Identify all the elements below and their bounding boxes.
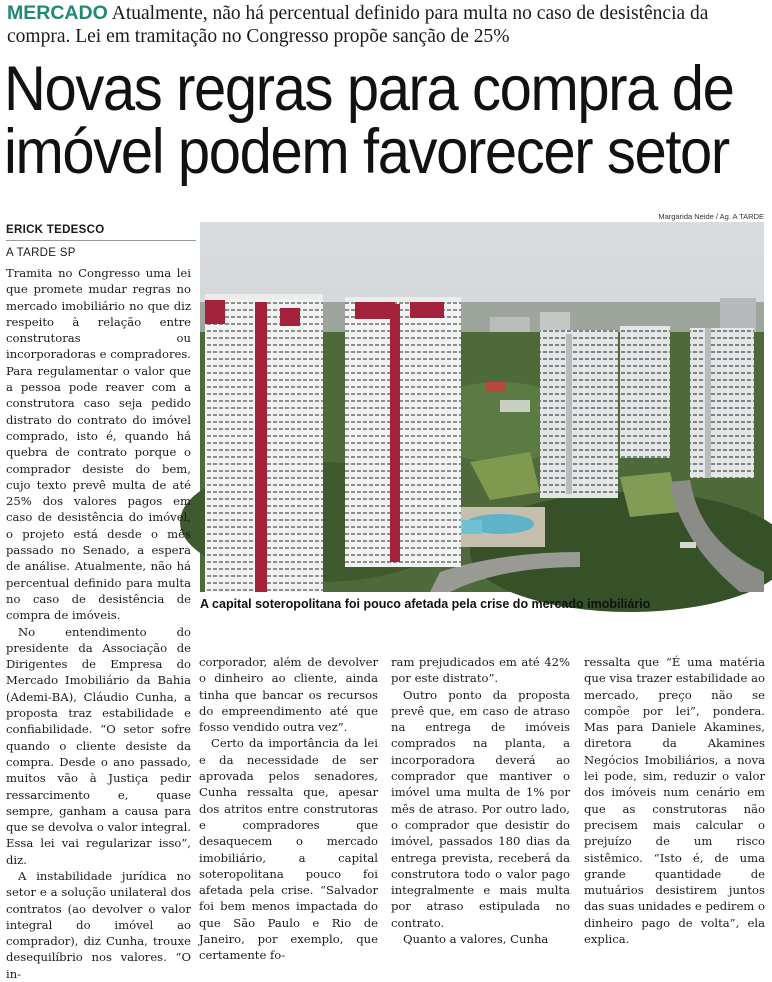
paragraph: Quanto a valores, Cunha xyxy=(403,932,549,947)
byline xyxy=(6,224,196,259)
article-column-3 xyxy=(391,654,570,947)
paragraph: No entendimento do presidente da Associação de Dirigentes de Empresa do Mercado Imobiliário da Bahia (Ademi-BA), Cláudio Cunha, a proposta traz estabilidade e confiabilidade. “O setor sofre quando o cliente desiste da compra. Desde o ano passado, muitos vão à Justiça pedir ressarcimento e, quase sempre, ganham a causa para que se devolva o valor integral. Essa lei vai regularizar isso”, diz. xyxy=(6,624,191,867)
outlet-name: A TARDE SP xyxy=(6,247,76,259)
paragraph: corporador, além de devolver o dinheiro ao cliente, ainda tinha que bancar os recursos do empreendimento até que fosso vendido outra vez”. xyxy=(199,655,378,735)
apartment-towers-illustration xyxy=(200,222,764,592)
photo-credit: Margarida Neide / Ag. A TARDE xyxy=(658,212,764,221)
news-photo xyxy=(200,222,764,592)
paragraph: ressalta que “É uma matéria que visa trazer estabilidade ao mercado, preço não se compõe por lei”, pondera. Mas para Daniele Akamines, diretora da Akamines Negócios Imobiliários, a nova lei pode, sim, reduzir o valor dos imóveis num cenário em que as construtoras não precisem mais calcular o prejuízo de um risco sistêmico. “Isto é, de uma grande quantidade de mutuários desistirem juntos das suas unidades e pedirem o dinheiro pago de volta”, ela explica. xyxy=(584,655,765,947)
kicker-text: Atualmente, não há percentual definido para multa no caso de desistência da compra. Lei em tramitação no Congresso propõe sanção de 25% xyxy=(7,3,709,47)
author-name: ERICK TEDESCO xyxy=(6,224,105,236)
article-column-2 xyxy=(199,654,378,963)
article-column-4 xyxy=(584,654,765,947)
headline-line-2: imóvel podem favorecer setor xyxy=(4,117,729,187)
kicker xyxy=(7,2,767,48)
headline xyxy=(4,54,734,187)
article-column-1 xyxy=(6,265,191,981)
paragraph: Tramita no Congresso uma lei que promete mudar regras no mercado imobiliário no que diz respeito à relação entre construtoras ou incorporadoras e compradores. Para regulamentar o valor que a pessoa pode reaver com a construtora caso seja pedido distrato do contrato do imóvel comprado, isto é, quando há quebra de contrato porque o comprador desiste do bem, cujo texto prevê multa de até 25% dos valores pagos em caso de desistência do imóvel, o projeto está desde o mês passado no Senado, a espera de análise. Atualmente, não há percentual definido para multa no caso de desistência de compra de imóveis. xyxy=(6,266,191,623)
byline-divider xyxy=(6,240,196,241)
paragraph: Certo da importância da lei e da necessidade de ser aprovada pelos senadores, Cunha ressalta que, apesar dos atritos entre construtoras e compradores que desaquecem o mercado imobiliário, a capital soteropolitana pouco foi afetada pela crise. “Salvador foi bem menos impactada do que São Paulo e Rio de Janeiro, por exemplo, que certamente fo- xyxy=(199,736,378,963)
paragraph: Outro ponto da proposta prevê que, em caso de atraso na entrega de imóveis comprados na planta, a incorporadora deverá ao comprador que mantiver o imóvel uma multa de 1% por mês de atraso. Por outro lado, o comprador que desistir do imóvel, passados 180 dias da entrega prevista, receberá da construtora todo o valor pago integralmente e mais multa por atraso estipulada no contrato. xyxy=(391,687,570,930)
photo-caption: A capital soteropolitana foi pouco afetada pela crise do mercado imobiliário xyxy=(200,597,651,611)
paragraph: ram prejudicados em até 42% por este distrato”. xyxy=(391,655,570,686)
section-tag: MERCADO xyxy=(7,2,108,24)
paragraph: A instabilidade jurídica no setor e a solução unilateral dos contratos (ao devolver o valor integral do imóvel ao comprador), diz Cunha, trouxe desequilíbrio nos valores. “O in- xyxy=(6,868,191,981)
headline-line-1: Novas regras para compra de xyxy=(4,54,734,124)
